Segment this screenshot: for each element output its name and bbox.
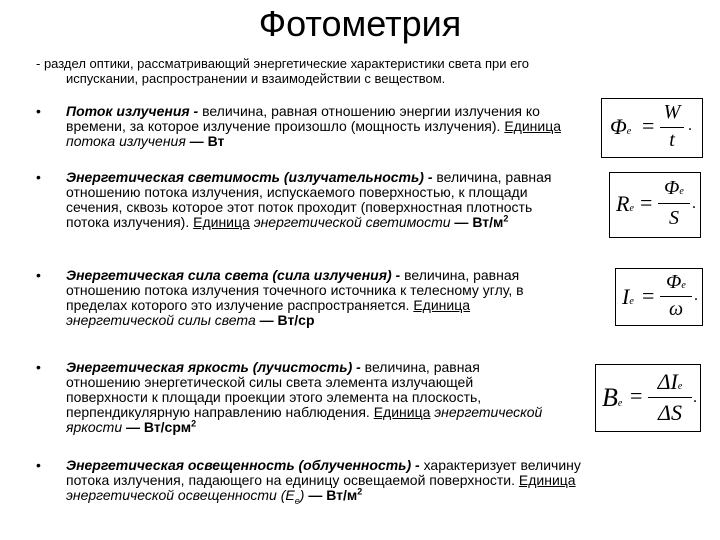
intro-definition <box>36 56 596 86</box>
bullet: • <box>36 103 41 119</box>
intro-line-1: - раздел оптики, рассматривающий энергетические характеристики света при его <box>36 56 530 71</box>
description: величина, равная отношению энергетической силы света элемента излучающей поверхности к площади проекции этого элемента на плоскость, перпендикулярную направлению наблюдения. <box>66 359 482 420</box>
unit-of: потока излучения <box>66 133 186 149</box>
fraction-bar <box>648 397 692 398</box>
bullet: • <box>36 267 41 283</box>
description: величина, равная отношению потока излучения точечного источника к телесному углу, в пределах которого это излучение распространяется. <box>66 267 524 313</box>
formula-dot: . <box>694 287 698 304</box>
description: характеризует величину потока излучения, падающего на единицу освещаемой поверхности. <box>66 457 581 488</box>
unit-word: Единица <box>373 404 431 420</box>
formula-denominator: ω <box>668 298 684 320</box>
formula-numerator: ΔIe <box>657 369 683 394</box>
unit-value: — Вт/м <box>450 214 504 230</box>
formula-lhs: Φe <box>610 114 632 139</box>
formula-equals: = <box>642 113 655 138</box>
bullet: • <box>36 359 41 375</box>
unit-word: Единица <box>413 297 471 313</box>
formula-radiant-exitance <box>609 172 701 238</box>
unit-value: — Вт <box>185 133 225 149</box>
formula-equals: = <box>630 383 643 408</box>
formula-denominator: ΔS <box>658 400 682 425</box>
intro-line-2: испускании, распространении и взаимодействии с веществом. <box>66 71 446 86</box>
unit-value: — Вт/ср <box>255 312 315 328</box>
formula-lhs: Re <box>616 191 634 216</box>
formula-numerator: Φe <box>664 177 684 199</box>
description: величина, равная отношению потока излучения, испускаемого поверхностью, к площади сечения, сквозь которое этот поток проходит (поверхностная плотность потока излучения). <box>66 169 552 230</box>
term: Энергетическая яркость (лучистость) - <box>66 359 361 375</box>
unit-of: энергетической яркости <box>66 404 543 435</box>
unit-of: энергетической силы света <box>66 312 256 328</box>
bullet: • <box>36 169 41 185</box>
unit-sub: e <box>294 495 300 506</box>
unit-of: энергетической светимости <box>249 214 451 230</box>
formula-dot: . <box>688 117 692 134</box>
formula-equals: = <box>640 190 653 215</box>
formula-numerator: Φe <box>666 271 686 293</box>
fraction-bar <box>658 203 690 204</box>
formula-dot: . <box>693 389 697 406</box>
fraction-bar <box>660 296 692 297</box>
list-item-irradiance <box>36 457 596 506</box>
formula-equals: = <box>642 283 655 308</box>
term: Поток излучения - <box>66 103 199 119</box>
formula-lhs: Be <box>602 383 623 412</box>
unit-word: Единица <box>193 214 250 230</box>
term: Энергетическая светимость (излучательность) - <box>66 169 433 185</box>
formula-dot: . <box>692 195 696 212</box>
list-item-radiant-intensity <box>36 268 576 328</box>
formula-denominator: S <box>669 207 679 229</box>
formula-radiant-intensity <box>615 268 703 326</box>
list-item-radiant-exitance <box>36 170 576 230</box>
unit-close: ) <box>299 487 305 503</box>
unit-value: — Вт/срм <box>122 419 192 435</box>
list-item-radiant-flux <box>36 104 566 149</box>
formula-radiance <box>595 364 701 432</box>
unit-word: Единица <box>504 118 562 134</box>
fraction-bar <box>660 127 684 128</box>
term: Энергетическая освещенность (облученность) - <box>66 457 420 473</box>
bullet: • <box>36 457 41 473</box>
page-title: Фотометрия <box>258 3 462 44</box>
unit-sup: 2 <box>357 486 363 497</box>
unit-of: энергетической освещенности (E <box>66 487 295 503</box>
formula-numerator: W <box>663 101 681 123</box>
formula-denominator: t <box>669 129 675 151</box>
formula-lhs: Ie <box>622 284 634 309</box>
description: величина, равная отношению энергии излучения ко времени, за которое излучение произошло (мощность излучения). <box>66 103 540 134</box>
unit-sup: 2 <box>503 213 509 224</box>
formula-radiant-flux <box>601 98 703 158</box>
unit-value: — Вт/м <box>304 487 358 503</box>
unit-sup: 2 <box>191 418 197 429</box>
term: Энергетическая сила света (сила излучения) - <box>66 267 401 283</box>
unit-word: Единица <box>518 472 576 488</box>
list-item-radiance <box>36 360 556 435</box>
